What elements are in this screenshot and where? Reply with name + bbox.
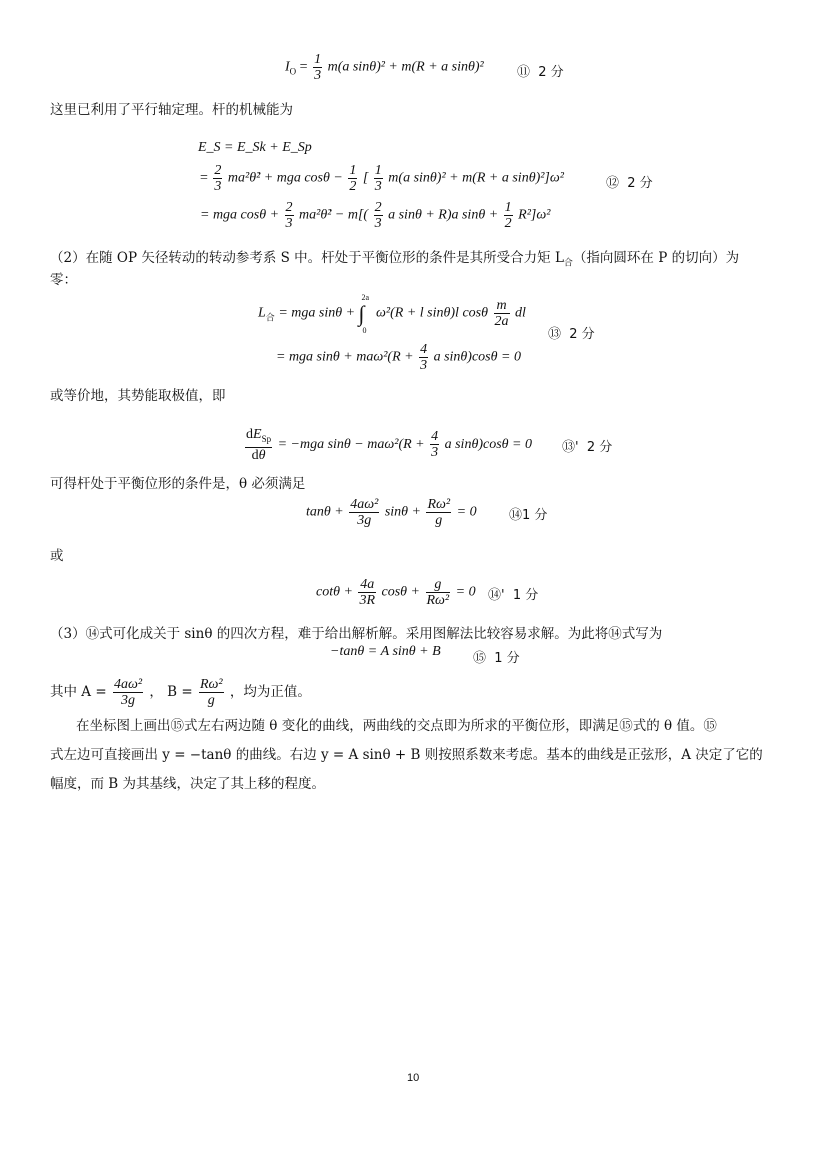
equation-tag: ⑭' 1 分 — [488, 588, 539, 603]
equation-tag: ⑭1 分 — [509, 508, 548, 523]
paragraph: 零： — [50, 272, 77, 288]
equation-15: −tanθ = A sinθ + B — [330, 644, 441, 659]
equation-11: $I_O$ = $\frac{1}{3}$ m(a sinθ)² + m(R + a sinθ)² — [285, 52, 484, 83]
equation-13-line2: = mga sinθ + maω²(R + $\frac{4}{3}$ a sinθ)cosθ = 0 — [276, 342, 521, 373]
paragraph: 可得杆处于平衡位形的条件是，θ 必须满足 — [50, 476, 306, 492]
equation-tag: ⑫ 2 分 — [606, 176, 653, 191]
equation-12-line1: E_S = E_Sk + E_Sp — [198, 140, 312, 155]
paragraph: （2）在随 OP 矢径转动的转动参考系 S 中。杆处于平衡位形的条件是其所受合力矩 $L_合$（指向圆环在 P 的切向）为 — [50, 250, 740, 269]
equation-tag: ⑬' 2 分 — [562, 440, 613, 455]
integral-sign: ∫ 2a 0 — [358, 292, 370, 335]
paragraph: 或 — [50, 548, 64, 564]
fraction: $\frac{1}{3}$ — [314, 52, 322, 83]
equation-13-line1: $L_合$ = mga sinθ + ∫ 2a 0 ω²(R + l sinθ)l cosθ $\frac{m}{2a}$ dl — [258, 292, 526, 335]
equation-tag: ⑮ 1 分 — [473, 651, 520, 666]
equation-tag: ⑬ 2 分 — [548, 327, 595, 342]
paragraph: 或等价地，其势能取极值，即 — [50, 388, 226, 404]
paragraph: 这里已利用了平行轴定理。杆的机械能为 — [50, 102, 293, 118]
equation-12-line3: = mga cosθ + $\frac{2}{3}$ ma²θ̇² − m[( $\frac{2}{3}$ a sinθ + R)a sinθ + $\frac{1}{2}$ R²]ω² — [200, 200, 551, 231]
paragraph-line: 幅度，而 B 为其基线，决定了其上移的程度。 — [50, 776, 326, 792]
paragraph: （3）⑭式可化成关于 sinθ 的四次方程，难于给出解析解。采用图解法比较容易求解。为此将⑭式写为 — [50, 626, 663, 642]
paragraph: 其中 A = $\frac{\text{4aω²}}{3g}$ ， B = $\frac{\text{Rω²}}{g}$ ，均为正值。 — [50, 677, 311, 708]
equation-tag: ⑪ 2 分 — [517, 65, 564, 80]
equation-14: tanθ + $\frac{\text{4aω²}}{3g}$ sinθ + $\frac{\text{Rω²}}{g}$ = 0 — [306, 497, 477, 528]
equation-12-line2: = $\frac{2}{3}$ ma²θ̇² + mga cosθ − $\frac{1}{2}$ [ $\frac{1}{3}$ m(a sinθ)² + m(R + a sinθ)²]ω² — [200, 163, 564, 194]
paragraph-line: 在坐标图上画出⑮式左右两边随 θ 变化的曲线，两曲线的交点即为所求的平衡位形，即满足⑮式的 θ 值。⑮ — [76, 718, 717, 734]
paragraph-line: 式左边可直接画出 y = −tanθ 的曲线。右边 y = A sinθ + B 则按照系数来考虑。基本的曲线是正弦形，A 决定了它的 — [50, 747, 763, 763]
equation-13-prime: $\frac{dE_{Sp}}{d\theta}$ = −mga sinθ − maω²(R + $\frac{4}{3}$ a sinθ)cosθ = 0 — [246, 427, 532, 463]
equation-14-prime: cotθ + $\frac{4a}{3R}$ cosθ + $\frac{g}{\text{Rω²}}$ = 0 — [316, 577, 476, 608]
page-number: 10 — [407, 1072, 420, 1084]
